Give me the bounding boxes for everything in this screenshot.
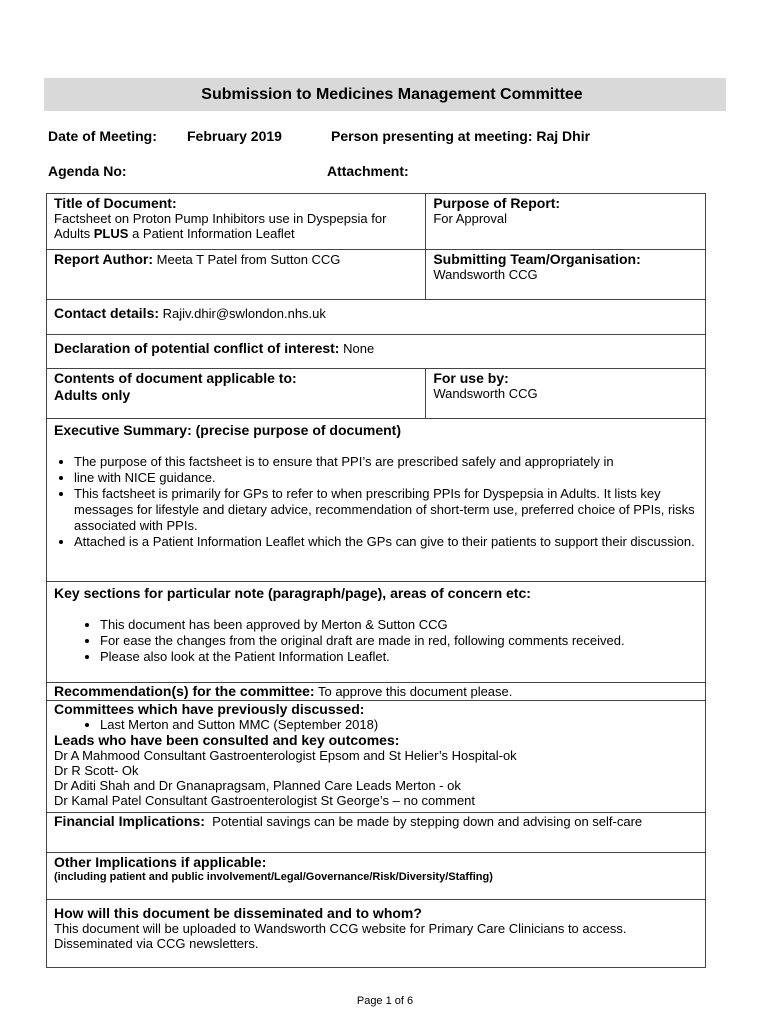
financial-value: Potential savings can be made by stepping down and advising on self-care	[212, 814, 643, 829]
presenter: Person presenting at meeting: Raj Dhir	[331, 128, 591, 144]
title-cell	[47, 194, 426, 250]
contact-label: Contact details:	[54, 305, 160, 321]
lead-line: Dr Aditi Shah and Dr Gnanapragsam, Planned Care Leads Merton - ok	[54, 778, 461, 793]
exec-list	[54, 454, 698, 550]
meeting-date-value: February 2019	[187, 128, 282, 144]
foruse-value: Wandsworth CCG	[433, 386, 538, 401]
contents-cell	[47, 369, 426, 419]
foruse-label: For use by:	[433, 370, 509, 386]
dissem-text: This document will be uploaded to Wandsworth CCG website for Primary Care Clinicians to access. Disseminated via CCG newsletters.	[54, 921, 627, 951]
contents-value: Adults only	[54, 387, 131, 403]
dissem-heading: How will this document be disseminated and to whom?	[54, 905, 422, 921]
agenda-label: Agenda No:	[48, 163, 127, 179]
financial-label: Financial Implications:	[54, 813, 205, 829]
purpose-value: For Approval	[433, 211, 508, 226]
rec-label: Recommendation(s) for the committee:	[54, 683, 315, 699]
dissemination-cell	[47, 900, 706, 968]
list-item: • Please also look at the Patient Information Leaflet.	[100, 649, 698, 665]
team-label: Submitting Team/Organisation:	[433, 251, 641, 267]
team-value: Wandsworth CCG	[433, 267, 538, 282]
list-item: • This document has been approved by Merton & Sutton CCG	[100, 617, 698, 633]
title-label: Title of Document:	[54, 195, 177, 211]
list-item: • This factsheet is primarily for GPs to refer to when prescribing PPIs for Dyspepsia in Adults. It lists key messages for lifestyle and dietary advice, recommendation of short-term use, preferred choice of PPIs, risks associated with PPIs.	[74, 486, 698, 534]
exec-summary-cell	[47, 419, 706, 582]
list-item: • Attached is a Patient Information Leaflet which the GPs can give to their patients to support their discussion.	[74, 534, 698, 550]
page-title: Submission to Medicines Management Committee	[44, 78, 726, 111]
contact-cell	[47, 300, 706, 335]
author-cell	[47, 250, 426, 300]
submission-table	[46, 193, 706, 968]
recommendation-cell	[47, 683, 706, 701]
other-heading: Other Implications if applicable:	[54, 854, 267, 870]
other-cell	[47, 853, 706, 900]
lead-line: Dr R Scott- Ok	[54, 763, 139, 778]
contact-value: Rajiv.dhir@swlondon.nhs.uk	[162, 306, 326, 321]
list-item: • Last Merton and Sutton MMC (September 2018)	[100, 717, 698, 733]
contents-label: Contents of document applicable to:	[54, 370, 297, 386]
financial-cell	[47, 813, 706, 853]
other-sub: (including patient and public involvement/Legal/Governance/Risk/Diversity/Staffing)	[54, 871, 493, 883]
key-list	[54, 617, 698, 665]
attachment-label: Attachment:	[327, 163, 409, 179]
team-cell	[426, 250, 706, 300]
list-item: • line with NICE guidance.	[74, 470, 698, 486]
exec-heading: Executive Summary: (precise purpose of document)	[54, 422, 401, 438]
author-label: Report Author:	[54, 251, 154, 267]
committees-cell	[47, 701, 706, 813]
committees-list	[54, 717, 698, 733]
leads-heading: Leads who have been consulted and key outcomes:	[54, 732, 400, 748]
title-text: Factsheet on Proton Pump Inhibitors use in Dyspepsia for Adults PLUS a Patient Information Leaflet	[54, 211, 387, 241]
page-number: Page 1 of 6	[356, 995, 414, 1007]
key-heading: Key sections for particular note (paragraph/page), areas of concern etc:	[54, 585, 531, 601]
conflict-cell	[47, 335, 706, 369]
key-sections-cell	[47, 582, 706, 683]
list-item: • For ease the changes from the original draft are made in red, following comments received.	[100, 633, 698, 649]
author-value: Meeta T Patel from Sutton CCG	[156, 252, 341, 267]
lead-line: Dr A Mahmood Consultant Gastroenterologist Epsom and St Helier’s Hospital-ok	[54, 748, 517, 763]
list-item: • The purpose of this factsheet is to ensure that PPI’s are prescribed safely and appropriately in	[74, 454, 698, 470]
foruse-cell	[426, 369, 706, 419]
committees-heading: Committees which have previously discussed:	[54, 701, 365, 717]
rec-value: To approve this document please.	[317, 684, 513, 699]
lead-line: Dr Kamal Patel Consultant Gastroenterologist St George’s – no comment	[54, 793, 476, 808]
purpose-label: Purpose of Report:	[433, 195, 561, 211]
purpose-cell	[426, 194, 706, 250]
conflict-label: Declaration of potential conflict of interest:	[54, 340, 340, 356]
meeting-date-label: Date of Meeting:	[48, 128, 157, 144]
conflict-value: None	[343, 341, 375, 356]
